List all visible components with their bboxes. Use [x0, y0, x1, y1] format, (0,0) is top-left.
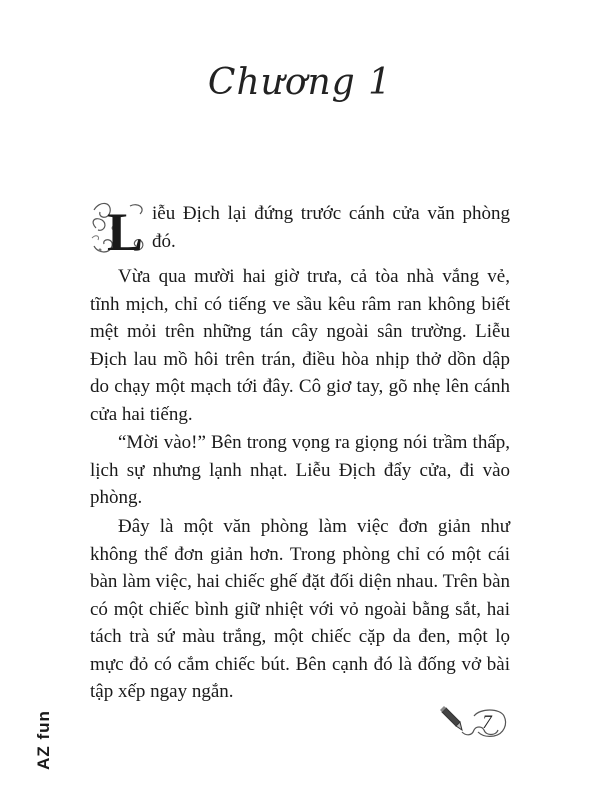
- pencil-icon: [440, 706, 462, 730]
- page-number: 7: [482, 712, 492, 733]
- paragraph-1-text: iễu Địch lại đứng trước cánh cửa văn phòng đó.: [152, 203, 510, 252]
- paragraph-1: [90, 200, 510, 255]
- dropcap-letter: L: [107, 202, 144, 256]
- paragraph-3: “Mời vào!” Bên trong vọng ra giọng nói trầm thấp, lịch sự nhưng lạnh nhạt. Liễu Địch đẩy cửa, đi vào phòng.: [90, 432, 510, 508]
- chapter-title: Chương 1: [207, 62, 393, 103]
- publisher-logo: AZ fun: [34, 710, 53, 770]
- paragraph-4: Đây là một văn phòng làm việc đơn giản như không thể đơn giản hơn. Trong phòng chỉ có một cái bàn làm việc, hai chiếc ghế đặt đối diện nhau. Trên bàn có một chiếc bình giữ nhiệt với vỏ ngoài bằng sắt, hai tách trà sứ màu trắng, một chiếc cặp da đen, một lọ mực đỏ có cắm chiếc bút. Bên cạnh đó là đống vở bài tập xếp ngay ngắn.: [90, 516, 510, 702]
- paragraph-2: Vừa qua mười hai giờ trưa, cả tòa nhà vắng vẻ, tĩnh mịch, chỉ có tiếng ve sầu kêu râm ran không biết mệt mỏi trên những tán cây ngoài sân trường. Liễu Địch lau mồ hôi trên trán, điều hòa nhịp thở dồn dập do chạy một mạch tới đây. Cô giơ tay, gõ nhẹ lên cánh cửa hai tiếng.: [90, 266, 510, 425]
